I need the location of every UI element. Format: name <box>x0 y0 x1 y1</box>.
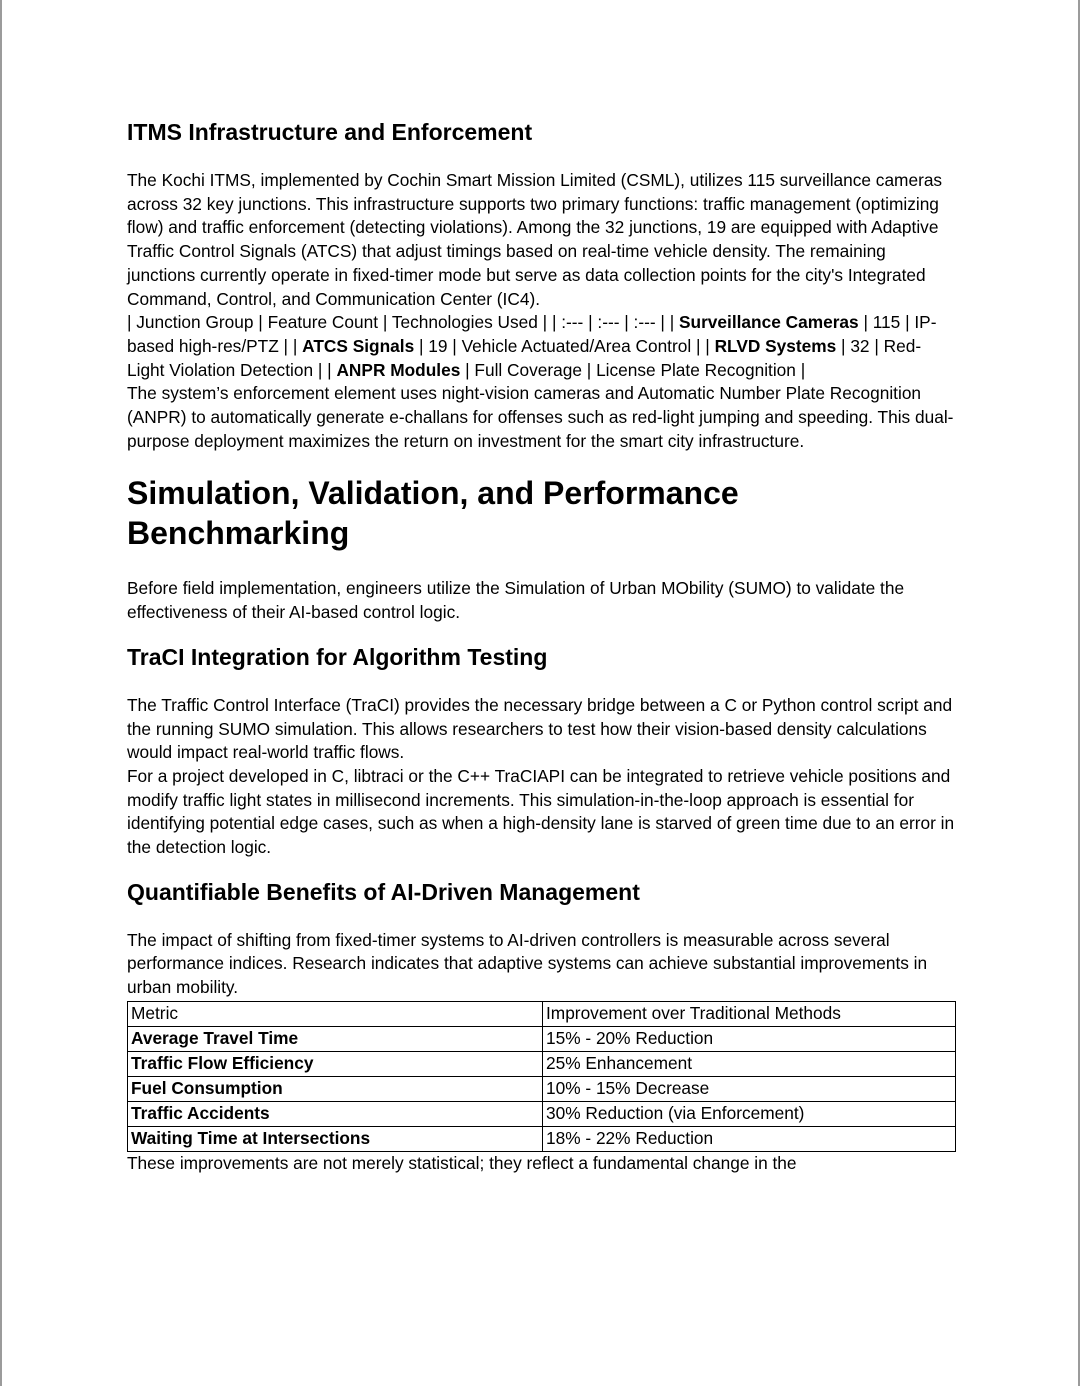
paragraph-enforcement-element: The system’s enforcement element uses night-vision cameras and Automatic Number Plate Recognition (ANPR) to automatically generate e-challans for offenses such as red-light jumping and speeding. This dual-purpose deployment maximizes the return on investment for the smart city infrastructure. <box>127 383 954 451</box>
pipe-run: | Junction Group | Feature Count | Technologies Used | | :--- | :--- | :--- | | <box>127 312 679 333</box>
paragraph-markdown-table-text <box>127 311 955 382</box>
table-row <box>128 1101 956 1126</box>
pipe-run: | 19 | Vehicle Actuated/Area Control | | <box>414 335 715 356</box>
heading-quantifiable-benefits: Quantifiable Benefits of AI-Driven Management <box>127 878 640 905</box>
pipe-run: | 115 | IP-based high-res/PTZ | | <box>127 312 937 356</box>
pipe-run: | Full Coverage | License Plate Recognition | <box>460 359 806 380</box>
heading-simulation-validation: Simulation, Validation, and Performance Benchmarking <box>127 475 739 552</box>
table-cell-metric: Waiting Time at Intersections <box>128 1126 543 1151</box>
table-row <box>128 1126 956 1151</box>
table-row <box>128 1026 956 1051</box>
table-cell-improvement: 15% - 20% Reduction <box>543 1026 956 1051</box>
paragraph-itms-overview: The Kochi ITMS, implemented by Cochin Smart Mission Limited (CSML), utilizes 115 surveillance cameras across 32 key junctions. This infrastructure supports two primary functions: traffic management (optimizing flow) and traffic enforcement (detecting violations). Among the 32 junctions, 19 are equipped with Adaptive Traffic Control Signals (ATCS) that adjust timings based on real-time vehicle density. The remaining junctions currently operate in fixed-timer mode but serve as data collection points for the city's Integrated Command, Control, and Communication Center (IC4). <box>127 170 943 309</box>
heading-traci-integration: TraCI Integration for Algorithm Testing <box>127 643 548 670</box>
heading-itms-infrastructure: ITMS Infrastructure and Enforcement <box>127 119 533 145</box>
table-header-improvement: Improvement over Traditional Methods <box>543 1001 956 1026</box>
table-header-metric: Metric <box>128 1001 543 1026</box>
table-cell-metric: Traffic Flow Efficiency <box>128 1051 543 1076</box>
pipe-run-bold: Surveillance Cameras <box>679 312 859 333</box>
table-cell-metric: Average Travel Time <box>128 1026 543 1051</box>
pipe-run-bold: ATCS Signals <box>302 335 415 356</box>
paragraph-closing-truncated: These improvements are not merely statistical; they reflect a fundamental change in the <box>127 1152 797 1173</box>
table-row <box>128 1051 956 1076</box>
pipe-run: | 32 | Red-Light Violation Detection | | <box>127 335 922 380</box>
paragraph-benefits-intro: The impact of shifting from fixed-timer systems to AI-driven controllers is measurable across several performance indices. Research indicates that adaptive systems can achieve substantial improvements in urban mobility. <box>127 929 928 998</box>
pipe-run-bold: RLVD Systems <box>714 335 837 356</box>
document-content <box>127 0 955 1176</box>
table-cell-improvement: 30% Reduction (via Enforcement) <box>543 1101 956 1126</box>
pipe-run-bold: ANPR Modules <box>336 359 461 380</box>
table-cell-metric: Traffic Accidents <box>128 1101 543 1126</box>
table-cell-improvement: 18% - 22% Reduction <box>543 1126 956 1151</box>
paragraph-traci-bridge: The Traffic Control Interface (TraCI) provides the necessary bridge between a C or Python control script and the running SUMO simulation. This allows researchers to test how their vision-based density calculations would impact real-world traffic flows. <box>127 694 953 763</box>
table-cell-metric: Fuel Consumption <box>128 1076 543 1101</box>
benefits-metrics-table <box>127 1001 956 1152</box>
table-header-row <box>128 1001 956 1026</box>
paragraph-sumo-intro: Before field implementation, engineers utilize the Simulation of Urban MObility (SUMO) to validate the effectiveness of their AI-based control logic. <box>127 578 905 623</box>
table-cell-improvement: 25% Enhancement <box>543 1051 956 1076</box>
table-row <box>128 1076 956 1101</box>
paragraph-libtraci: For a project developed in C, libtraci or the C++ TraCIAPI can be integrated to retrieve vehicle positions and modify traffic light states in millisecond increments. This simulation-in-the-loop approach is essential for identifying potential edge cases, such as when a high-density lane is starved of green time due to an error in the detection logic. <box>127 765 955 858</box>
table-cell-improvement: 10% - 15% Decrease <box>543 1076 956 1101</box>
